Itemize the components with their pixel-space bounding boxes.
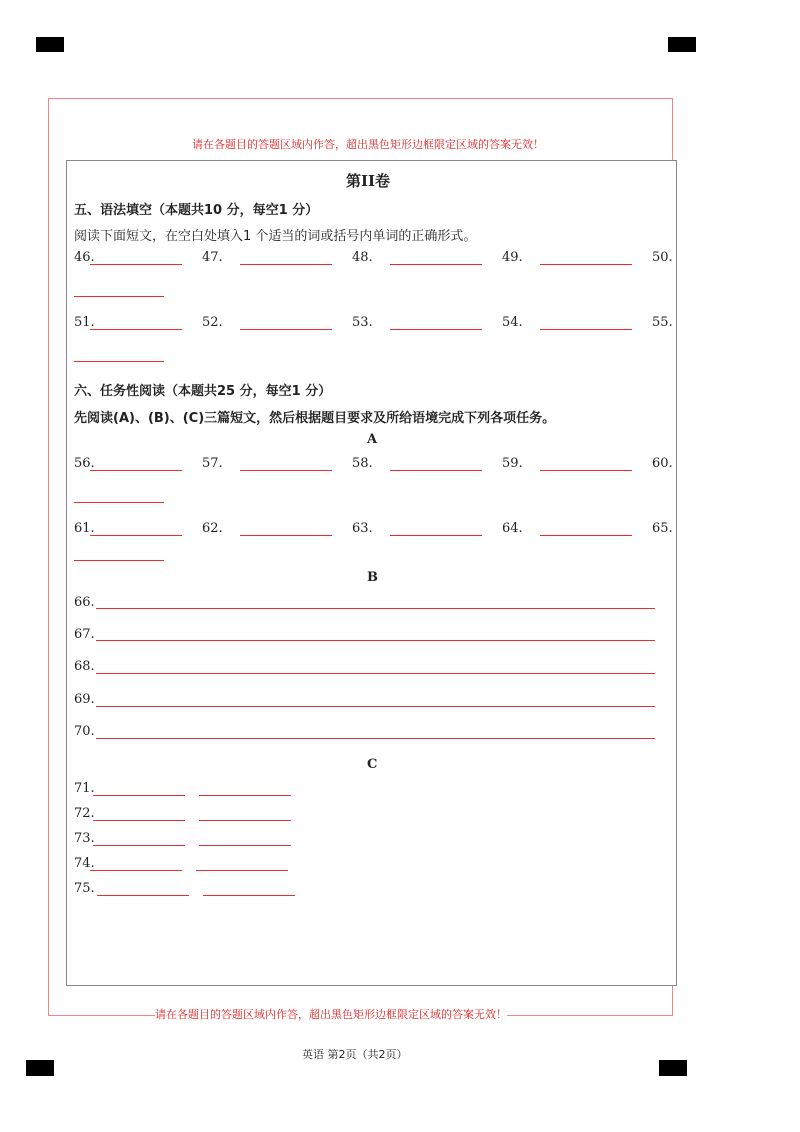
- corner-marker-bottom-left: [26, 1060, 54, 1076]
- section5-instruction: 阅读下面短文，在空白处填入1 个适当的词或括号内单词的正确形式。: [74, 229, 477, 244]
- answer-72b-line[interactable]: [199, 820, 291, 821]
- answer-72-label: 72.: [74, 806, 95, 821]
- answer-75b-line[interactable]: [203, 895, 295, 896]
- blank-60-label: 60.: [652, 456, 673, 471]
- answer-74a-line[interactable]: [90, 870, 182, 871]
- warning-bottom: 请在各题目的答题区域内作答，超出黑色矩形边框限定区域的答案无效！: [155, 1008, 507, 1021]
- section6-instruction: 先阅读(A)、(B)、(C)三篇短文，然后根据题目要求及所给语境完成下列各项任务。: [74, 411, 556, 426]
- answer-73-label: 73.: [74, 831, 95, 846]
- blank-48-label: 48.: [352, 250, 373, 265]
- blank-51-line[interactable]: [90, 329, 182, 330]
- corner-marker-bottom-right: [659, 1060, 687, 1076]
- blank-56-line[interactable]: [90, 470, 182, 471]
- blank-65-line[interactable]: [74, 560, 164, 561]
- answer-71-label: 71.: [74, 781, 95, 796]
- blank-61-line[interactable]: [90, 535, 182, 536]
- blank-49-label: 49.: [502, 250, 523, 265]
- blank-51-label: 51.: [74, 315, 95, 330]
- blank-49-line[interactable]: [540, 264, 632, 265]
- answer-70-label: 70.: [74, 724, 95, 739]
- answer-68-line[interactable]: [96, 673, 655, 674]
- blank-55-label: 55.: [652, 315, 673, 330]
- blank-58-line[interactable]: [390, 470, 482, 471]
- blank-54-label: 54.: [502, 315, 523, 330]
- blank-46-line[interactable]: [90, 264, 182, 265]
- answer-71a-line[interactable]: [93, 795, 185, 796]
- answer-69-line[interactable]: [96, 706, 655, 707]
- answer-66-label: 66.: [74, 595, 95, 610]
- blank-50-label: 50.: [652, 250, 673, 265]
- blank-58-label: 58.: [352, 456, 373, 471]
- blank-46-label: 46.: [74, 250, 95, 265]
- corner-marker-top-right: [668, 37, 696, 52]
- answer-75a-line[interactable]: [97, 895, 189, 896]
- answer-67-line[interactable]: [96, 640, 655, 641]
- answer-71b-line[interactable]: [199, 795, 291, 796]
- part-a-label: A: [367, 432, 378, 447]
- blank-60-line[interactable]: [74, 502, 164, 503]
- answer-73a-line[interactable]: [93, 845, 185, 846]
- blank-63-line[interactable]: [390, 535, 482, 536]
- blank-56-label: 56.: [74, 456, 95, 471]
- section5-heading: 五、语法填空（本题共10 分，每空1 分）: [74, 203, 319, 218]
- answer-72a-line[interactable]: [93, 820, 185, 821]
- answer-68-label: 68.: [74, 659, 95, 674]
- corner-marker-top-left: [36, 37, 64, 52]
- answer-69-label: 69.: [74, 692, 95, 707]
- blank-53-line[interactable]: [390, 329, 482, 330]
- blank-57-label: 57.: [202, 456, 223, 471]
- blank-50-line[interactable]: [74, 296, 164, 297]
- blank-59-line[interactable]: [540, 470, 632, 471]
- answer-73b-line[interactable]: [199, 845, 291, 846]
- blank-52-line[interactable]: [240, 329, 332, 330]
- answer-74-label: 74.: [74, 856, 95, 871]
- blank-55-line[interactable]: [74, 361, 164, 362]
- blank-65-label: 65.: [652, 521, 673, 536]
- blank-53-label: 53.: [352, 315, 373, 330]
- answer-66-line[interactable]: [96, 608, 655, 609]
- part-c-label: C: [367, 757, 378, 772]
- warning-top: 请在各题目的答题区域内作答，超出黑色矩形边框限定区域的答案无效！: [192, 138, 544, 151]
- blank-47-label: 47.: [202, 250, 223, 265]
- blank-64-label: 64.: [502, 521, 523, 536]
- answer-75-label: 75.: [74, 881, 95, 896]
- blank-62-line[interactable]: [240, 535, 332, 536]
- page-title: 第II卷: [346, 172, 391, 190]
- blank-61-label: 61.: [74, 521, 95, 536]
- blank-62-label: 62.: [202, 521, 223, 536]
- blank-54-line[interactable]: [540, 329, 632, 330]
- blank-59-label: 59.: [502, 456, 523, 471]
- answer-74b-line[interactable]: [196, 870, 288, 871]
- blank-63-label: 63.: [352, 521, 373, 536]
- section6-heading: 六、任务性阅读（本题共25 分，每空1 分）: [74, 384, 332, 399]
- blank-52-label: 52.: [202, 315, 223, 330]
- blank-48-line[interactable]: [390, 264, 482, 265]
- blank-57-line[interactable]: [240, 470, 332, 471]
- answer-70-line[interactable]: [96, 738, 655, 739]
- blank-64-line[interactable]: [540, 535, 632, 536]
- page-footer: 英语 第2页（共2页）: [302, 1048, 408, 1061]
- part-b-label: B: [367, 570, 378, 585]
- blank-47-line[interactable]: [240, 264, 332, 265]
- answer-67-label: 67.: [74, 627, 95, 642]
